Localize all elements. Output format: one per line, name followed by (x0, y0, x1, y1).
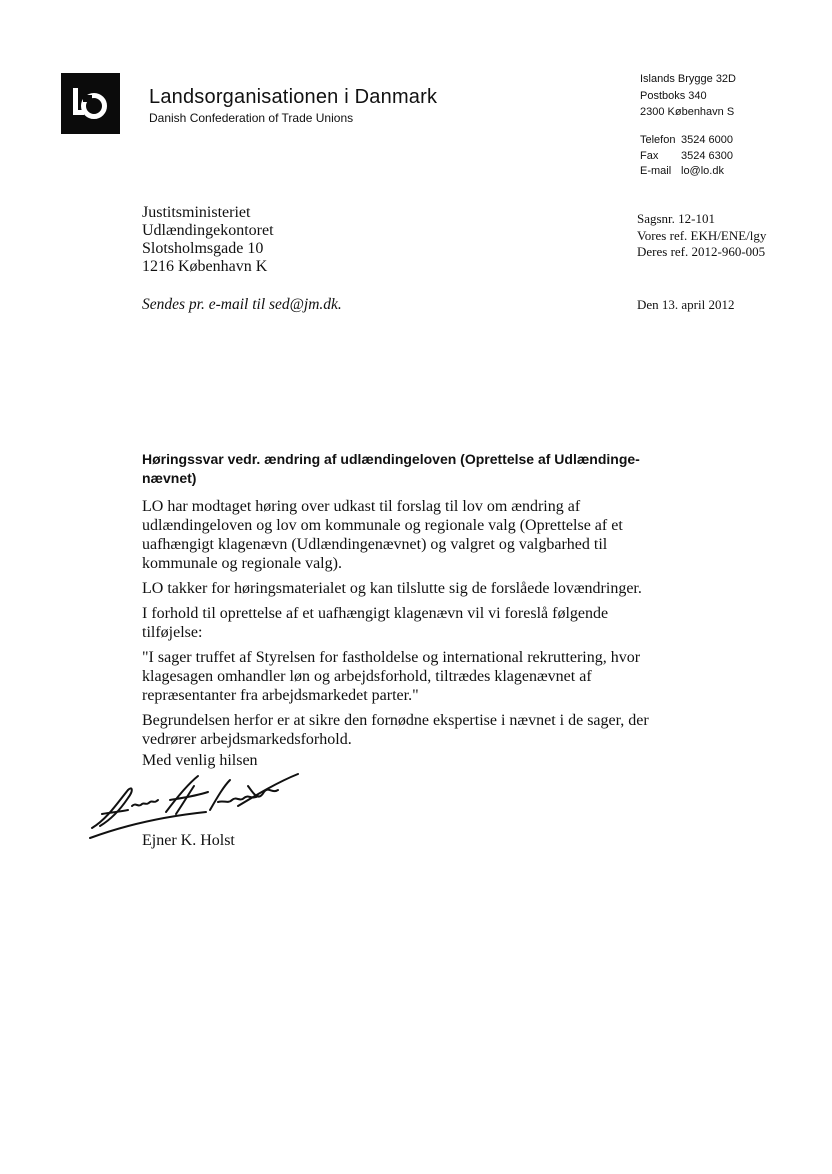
phone-value: 3524 6000 (681, 134, 733, 146)
sender-contact (640, 133, 733, 180)
lo-logo-mark (61, 73, 120, 134)
delivery-note: Sendes pr. e-mail til sed@jm.dk. (142, 296, 342, 313)
body-paragraph: "I sager truffet af Styrelsen for fastholdelse og international rekruttering, hvor klagesagen omhandler løn og arbejdsforhold, tiltrædes klagenævnet af repræsentanter fra arbejdsmarkedet parter." (142, 649, 641, 704)
letter-date: Den 13. april 2012 (637, 297, 735, 312)
address-line: Islands Brygge 32D (640, 73, 736, 85)
recipient-address (142, 204, 274, 276)
address-line: 2300 København S (640, 106, 735, 118)
handwritten-signature (88, 772, 303, 840)
lo-logo (61, 73, 120, 134)
recipient-line: Justitsministeriet (142, 204, 251, 221)
signer-name: Ejner K. Holst (142, 832, 235, 849)
org-subtitle: Danish Confederation of Trade Unions (149, 111, 354, 125)
body-paragraph: LO takker for høringsmaterialet og kan tilslutte sig de forslåede lovændringer. (142, 580, 642, 597)
recipient-line: 1216 København K (142, 258, 268, 275)
reference-block (637, 211, 766, 261)
email-label: E-mail (640, 165, 672, 177)
recipient-line: Slotsholmsgade 10 (142, 240, 264, 257)
phone-label: Telefon (640, 134, 676, 146)
phone-row (640, 133, 733, 149)
address-line: Postboks 340 (640, 89, 707, 102)
our-reference: Vores ref. EKH/ENE/lgy (637, 227, 767, 243)
body-paragraph: I forhold til oprettelse af et uafhængigt klagenævn vil vi foreslå følgende tilføjelse: (142, 605, 609, 641)
recipient-line: Udlændingekontoret (142, 222, 274, 239)
your-reference: Deres ref. 2012-960-005 (637, 244, 766, 259)
email-row (640, 164, 733, 180)
org-name: Landsorganisationen i Danmark (149, 86, 438, 108)
fax-label: Fax (640, 149, 659, 162)
fax-row (640, 149, 733, 165)
letter-body (142, 497, 672, 755)
closing-phrase: Med venlig hilsen (142, 752, 258, 769)
fax-value: 3524 6300 (681, 149, 733, 162)
body-paragraph: LO har modtaget høring over udkast til forslag til lov om ændring af udlændingeloven og lov om kommunale og regionale valg (Oprettelse af et uafhængigt klagenævn (Udlændingenævnet) og valgret og valgbarhed til kommunale og regionale valg). (142, 498, 623, 572)
sender-address (640, 71, 736, 121)
case-number: Sagsnr. 12-101 (637, 211, 715, 226)
letter-subject: Høringssvar vedr. ændring af udlændingeloven (Oprettelse af Udlændinge-nævnet) (142, 451, 640, 486)
body-paragraph: Begrundelsen herfor er at sikre den fornødne ekspertise i nævnet i de sager, der vedrører arbejdsmarkedsforhold. (142, 712, 649, 748)
email-value: lo@lo.dk (681, 165, 724, 177)
